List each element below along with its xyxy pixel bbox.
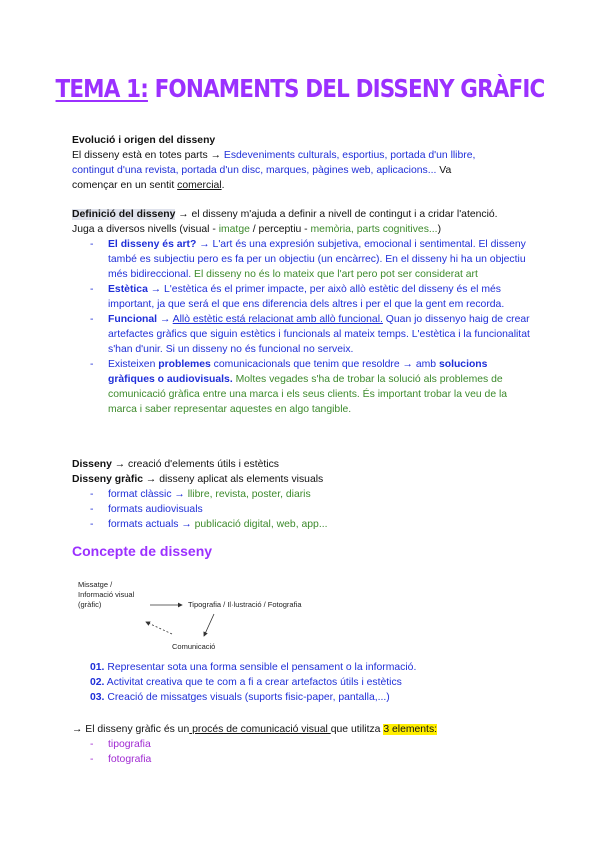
list-item: - formats actuals → publicació digital, web, app... <box>90 519 328 530</box>
list-item <box>72 660 534 675</box>
item-number: 01. <box>90 662 105 673</box>
diagram-left-3: (gràfic) <box>78 600 102 609</box>
list-item <box>72 690 534 705</box>
list-item: - fotografia <box>90 754 152 765</box>
disseny-line-2 <box>72 472 534 487</box>
list-item: - El disseny és art? → L'art és una expresión subjetiva, emocional i sentimental. El disseny també es subjectiu pero es fa per un objectiu (un encàrrec). En el disseny hi ha un objectiu més bidireccional. El disseny no és lo mateix que l'art pero pot ser considerat art <box>90 239 526 280</box>
definicio-l2-e: ) <box>437 224 442 235</box>
item-lead: Funcional <box>108 314 158 325</box>
section-final <box>72 722 534 767</box>
arrow-to-comunicacio <box>204 614 214 636</box>
list-item: - Existeixen problemes comunicacionals que tenim que resoldre → amb solucions gràfiques o audiovisuals. Moltes vegades s'ha de trobar la solució als problemes de comunicació gràfica entre una marca i els seus clients. És important trobar la veu de la marca i saber representar aquestes en algo tangible. <box>90 359 508 415</box>
section-evolucio <box>72 133 534 193</box>
element-label: tipografia <box>108 739 151 750</box>
evolucio-line-1 <box>72 148 534 163</box>
definicio-list <box>72 237 534 417</box>
definicio-label: Definició del disseny <box>72 209 176 220</box>
item-note: Moltes vegades s'ha de trobar la solució als problemes de comunicació gràfica entre una marca i els seus clients. És important trobar la veu de la marca i saber representar aquestes en algo tangible. <box>108 374 508 415</box>
concepte-heading: Concepte de disseny <box>72 543 213 559</box>
final-elements: 3 elements: <box>383 724 438 735</box>
definicio-l2-memoria: memòria, parts cognitives... <box>310 224 438 235</box>
elements-list <box>72 737 534 767</box>
disseny-grafic-term: Disseny gràfic <box>72 474 144 485</box>
item-lead: El disseny és art? <box>108 239 197 250</box>
item-text: Activitat creativa que te com a fi a crear artefactos útils i estètics <box>106 677 402 688</box>
evolucio-l3-end: . <box>221 180 225 191</box>
list-item: - Funcional → Allò estètic está relacionat amb allò funcional. Quan jo dissenyo haig de crear artefactes gràfics que siguin estètics i funcionals al mateix temps. L'estètica i la funcionalitat s'han d'unir. Si un disseny no és funcional no serveix. <box>90 314 530 355</box>
diagram-bottom-label: Comunicació <box>172 642 216 651</box>
item-number: 02. <box>90 677 105 688</box>
item-text: Creació de missatges visuals (suports fisic-paper, pantalla,...) <box>107 692 390 703</box>
evolucio-l3-comercial: comercial <box>177 180 222 191</box>
item-text: L'art és una expresión subjetiva, emocional i sentimental. El disseny també es subjectiu pero es fa per un objectiu (un encàrrec). En el disseny hi ha un objectiu més bidireccional. <box>108 239 526 280</box>
page-title <box>42 74 558 103</box>
item-text-a: Existeixen <box>108 359 159 370</box>
item-solucions: solucions gràfiques o audiovisuals. <box>108 359 488 385</box>
diagram-left-1: Missatge / <box>78 580 113 589</box>
arrow-back <box>146 622 172 634</box>
definicio-line-2 <box>72 222 534 237</box>
definicio-l2-imatge: imatge <box>218 224 250 235</box>
concepte-numbered <box>72 660 534 705</box>
list-item: - Estètica → L'estètica és el primer impacte, per això allò estètic del disseny és el més important, ja que será el que ens diferencia dels altres i per el que la gent em recorda. <box>90 284 505 310</box>
definicio-l2-c: / perceptiu - <box>249 224 311 235</box>
item-arrow: → <box>196 239 213 250</box>
final-process: procés de comunicació visual <box>189 724 331 735</box>
evolucio-l2-text: Va <box>436 165 452 176</box>
evolucio-heading: Evolució i origen del disseny <box>72 135 216 146</box>
diagram-left-2: Informació visual <box>78 590 135 599</box>
item-text-c: comunicacionals que tenim que resoldre → amb <box>210 359 439 370</box>
evolucio-l1-examples: Esdeveniments culturals, esportius, portada d'un llibre, <box>223 150 476 161</box>
list-item: - formats audiovisuals <box>90 504 203 515</box>
final-line <box>72 722 534 737</box>
formats-list <box>72 487 534 532</box>
section-definicio <box>72 207 534 417</box>
item-text: Representar sota una forma sensible el pensament o la informació. <box>107 662 417 673</box>
list-item: - format clàssic → llibre, revista, poster, diaris <box>90 489 311 500</box>
item-underlined: Allò estètic está relacionat amb allò funcional. <box>172 314 383 325</box>
item-text: Quan jo dissenyo haig de crear artefactes gràfics que siguin estètics i funcionals al mateix temps. L'estètica i la funcionalitat s'han d'unir. Si un disseny no és funcional no serveix. <box>108 314 530 355</box>
item-text: L'estètica és el primer impacte, per això allò estètic del disseny és el més important, ja que será el que ens diferencia dels altres i per el que la gent em recorda. <box>108 284 505 310</box>
evolucio-line-3 <box>72 178 534 193</box>
item-lead: Estètica <box>108 284 148 295</box>
evolucio-line-2 <box>72 163 534 178</box>
diagram-arrows <box>72 578 372 658</box>
item-arrow: → <box>147 284 165 295</box>
final-c: que utilitza <box>330 724 384 735</box>
list-item <box>72 675 534 690</box>
section-disseny <box>72 457 534 532</box>
disseny-line-1 <box>72 457 534 472</box>
disseny-def: → creació d'elements útils i estètics <box>111 459 280 470</box>
format-examples: publicació digital, web, app... <box>194 519 328 530</box>
definicio-text: → el disseny m'ajuda a definir a nivell de contingut i a cridar l'atenció. <box>175 209 498 220</box>
evolucio-l2-examples: contingut d'una revista, portada d'un disc, marques, pàgines web, aplicacions... <box>72 165 437 176</box>
item-problemes: problemes <box>158 359 211 370</box>
list-item: - tipografia <box>90 739 151 750</box>
final-a: → El disseny gràfic és un <box>72 724 190 735</box>
disseny-term: Disseny <box>72 459 112 470</box>
item-number: 03. <box>90 692 105 703</box>
format-label: format clàssic → <box>108 489 188 500</box>
format-label: formats actuals → <box>108 519 195 530</box>
disseny-grafic-def: → disseny aplicat als elements visuals <box>143 474 324 485</box>
title-topic: TEMA 1: <box>55 74 148 103</box>
item-note: El disseny no és lo mateix que l'art pero pot ser considerat art <box>191 269 478 280</box>
element-label: fotografia <box>108 754 152 765</box>
format-label: formats audiovisuals <box>108 504 203 515</box>
diagram-right-label: Tipografia / Il·lustració / Fotografia <box>188 600 302 609</box>
concept-diagram <box>72 578 372 658</box>
evolucio-l3-text: començar en un sentit <box>72 180 178 191</box>
definicio-l2-a: Juga a diversos nivells (visual - <box>72 224 219 235</box>
format-examples: llibre, revista, poster, diaris <box>187 489 311 500</box>
evolucio-l1-text: El disseny està en totes parts → <box>72 150 224 161</box>
item-arrow: → <box>157 314 173 325</box>
definicio-line-1 <box>72 207 534 222</box>
title-subject: FONAMENTS DEL DISSENY GRÀFIC <box>154 74 545 103</box>
